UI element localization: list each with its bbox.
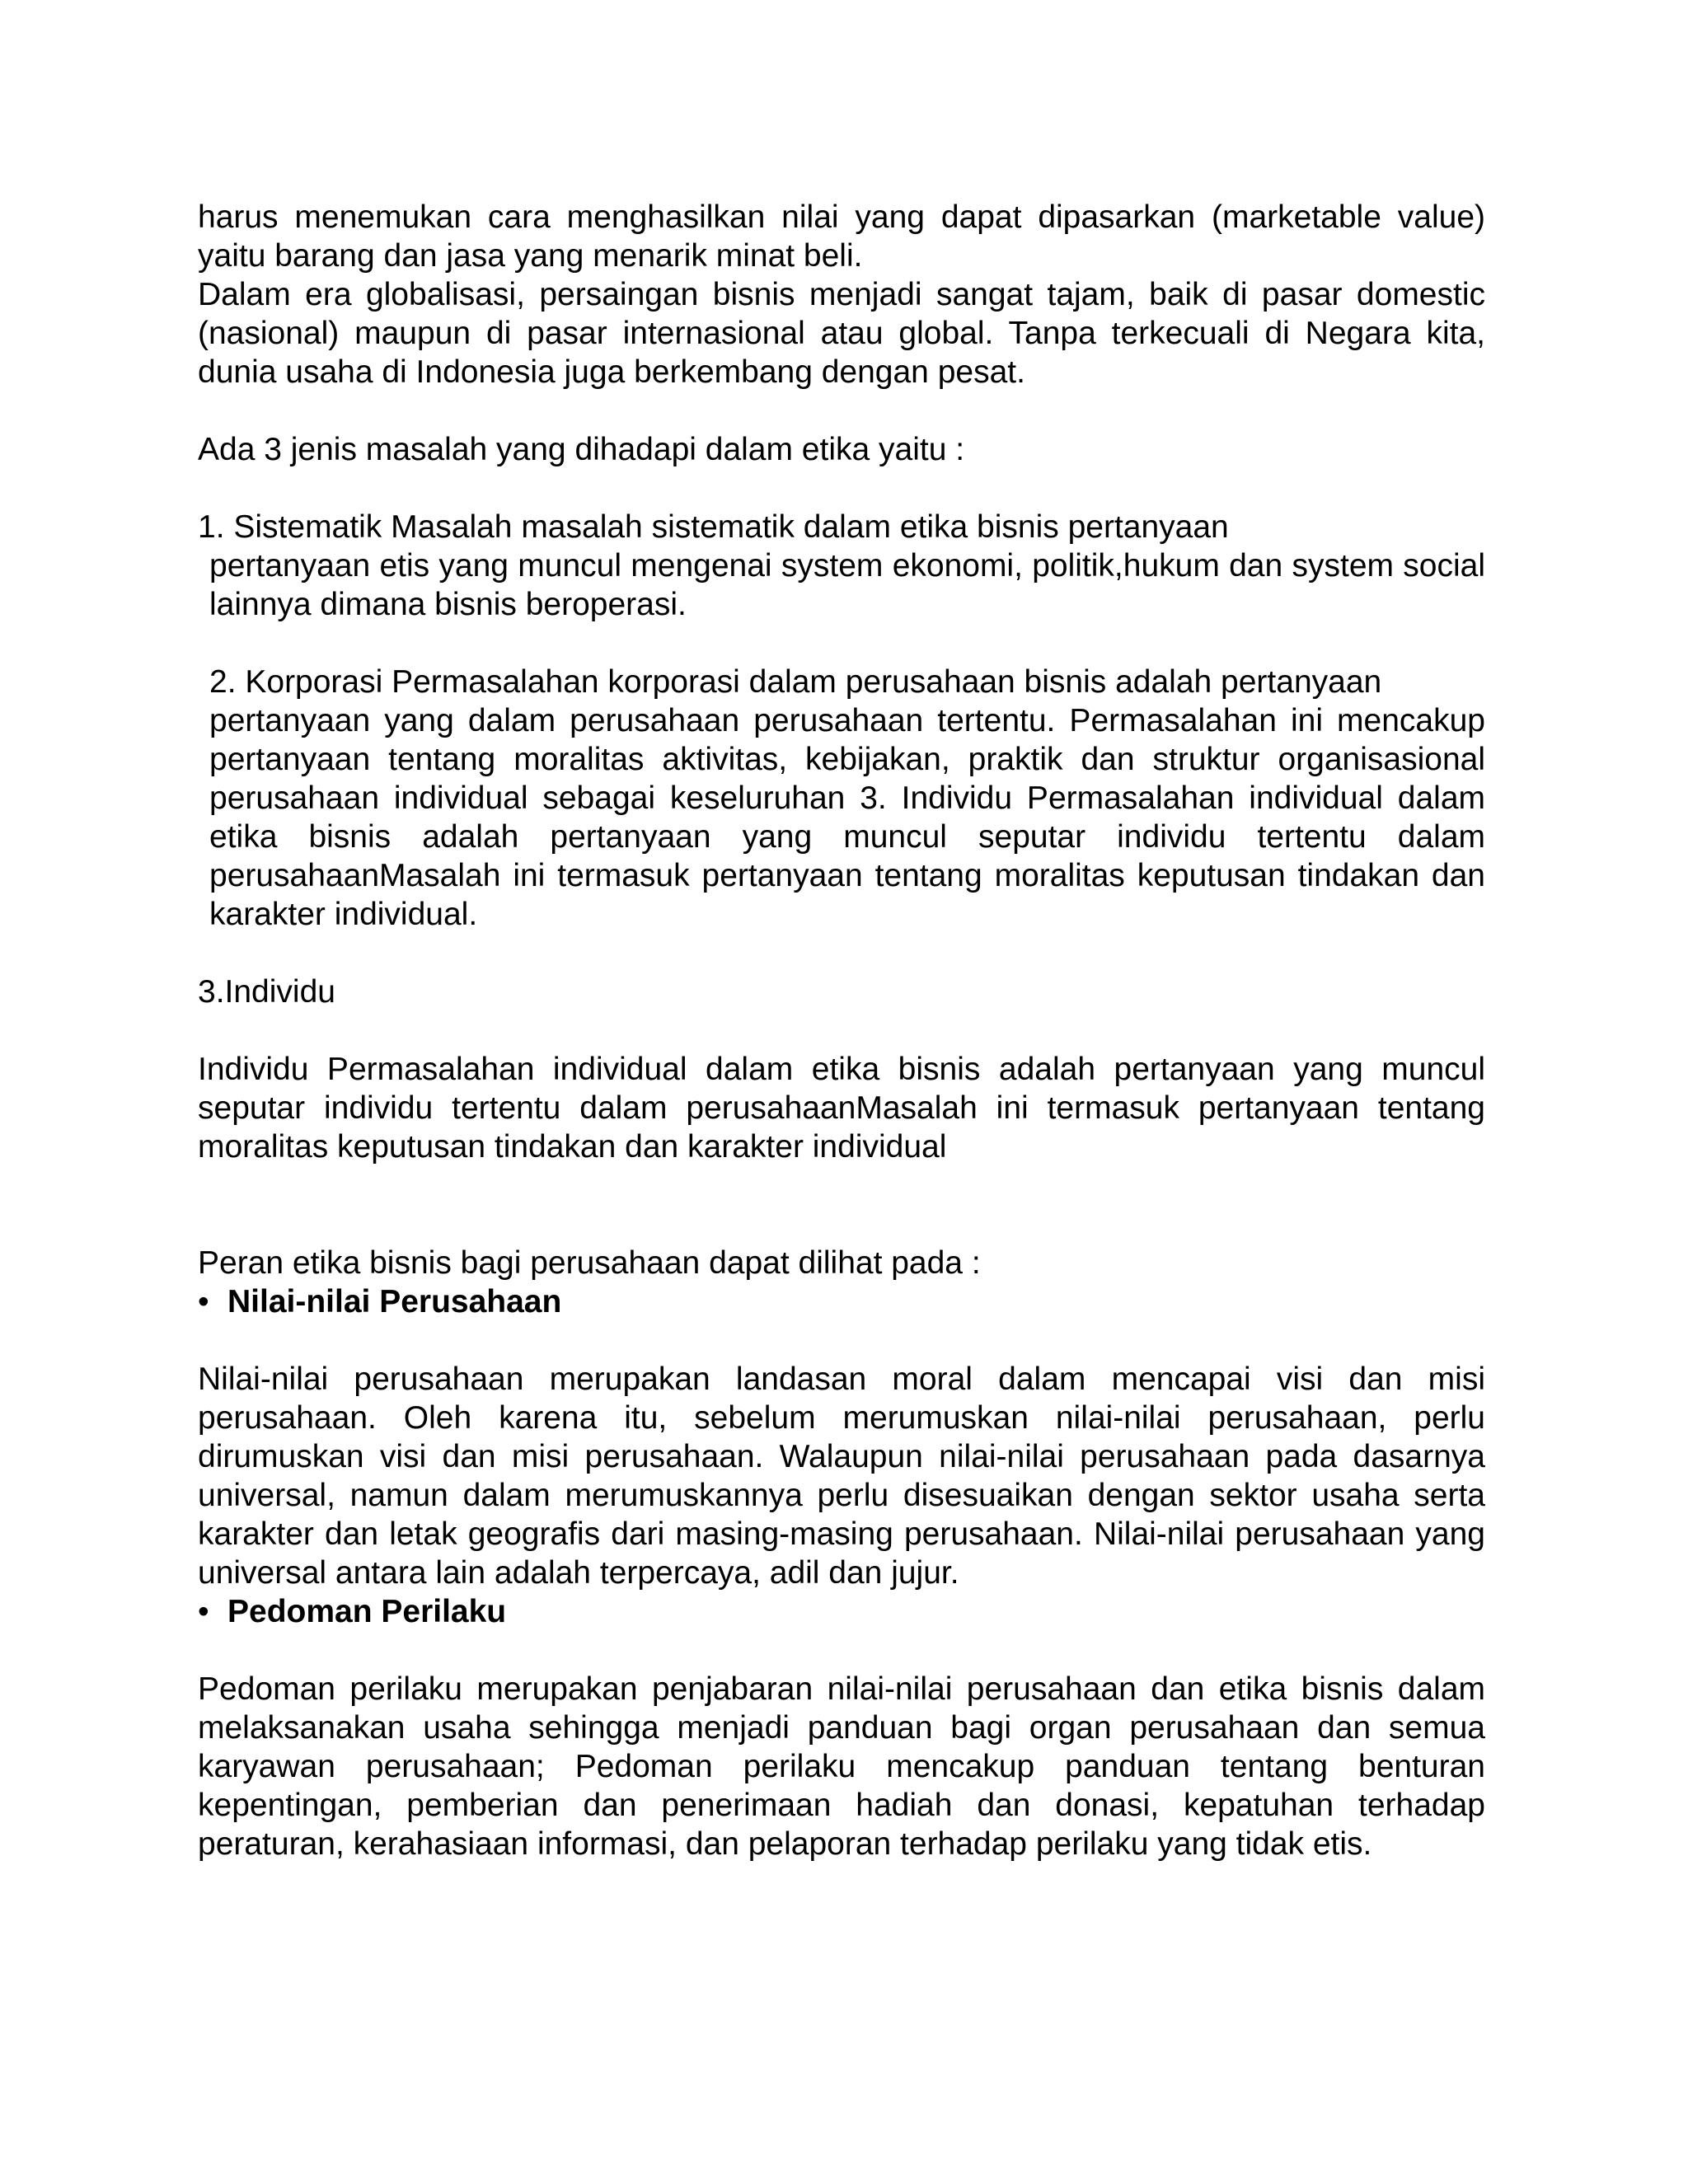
bullet-icon: •: [198, 1284, 209, 1319]
paragraph-pedoman: Pedoman perilaku merupakan penjabaran nilai-nilai perusahaan dan etika bisnis dalam melaksanakan usaha sehingga menjadi panduan bagi organ perusahaan dan semua karyawan perusahaan; Pedoman perilaku mencakup panduan tentang benturan kepentingan, pemberian dan penerimaan hadiah dan donasi, kepatuhan terhadap peraturan, kerahasiaan informasi, dan pelaporan terhadap perilaku yang tidak etis.: [198, 1671, 1485, 1862]
list-item-sistematik: [198, 508, 1485, 624]
section-heading-pedoman-text: Pedoman Perilaku: [227, 1594, 507, 1629]
list-item-individu-heading: 3.Individu: [198, 974, 335, 1010]
paragraph-globalisasi: Dalam era globalisasi, persaingan bisnis menjadi sangat tajam, baik di pasar domestic (nasional) maupun di pasar internasional atau global. Tanpa terkecuali di Negara kita, dunia usaha di Indonesia juga berkembang dengan pesat.: [198, 277, 1485, 390]
list-item-korporasi-heading: 2. Korporasi Permasalahan korporasi dalam perusahaan bisnis adalah pertanyaan: [209, 664, 1382, 700]
paragraph-individu: Individu Permasalahan individual dalam etika bisnis adalah pertanyaan yang muncul seputar individu tertentu dalam perusahaanMasalah ini termasuk pertanyaan tentang moralitas keputusan tindakan dan karakter individual: [198, 1052, 1485, 1165]
list-item-sistematik-heading: 1. Sistematik Masalah masalah sistematik dalam etika bisnis pertanyaan: [198, 509, 1229, 545]
section-heading-nilai: [198, 1282, 1485, 1321]
list-item-korporasi: [198, 663, 1485, 934]
bullet-icon: •: [198, 1594, 209, 1629]
document-page: [198, 198, 1485, 1863]
paragraph-peran-etika: Peran etika bisnis bagi perusahaan dapat dilihat pada :: [198, 1245, 981, 1281]
list-item-korporasi-body: pertanyaan yang dalam perusahaan perusahaan tertentu. Permasalahan ini mencakup pertanyaan tentang moralitas aktivitas, kebijakan, praktik dan struktur organisasional perusahaan individual sebagai keseluruhan 3. Individu Permasalahan individual dalam etika bisnis adalah pertanyaan yang muncul seputar individu tertentu dalam perusahaanMasalah ini termasuk pertanyaan tentang moralitas keputusan tindakan dan karakter individual.: [209, 703, 1485, 932]
paragraph-intro: harus menemukan cara menghasilkan nilai yang dapat dipasarkan (marketable value) yaitu barang dan jasa yang menarik minat beli.: [198, 199, 1485, 274]
section-heading-pedoman: [198, 1592, 1485, 1631]
section-heading-nilai-text: Nilai-nilai Perusahaan: [227, 1284, 562, 1319]
list-item-sistematik-body: pertanyaan etis yang muncul mengenai system ekonomi, politik,hukum dan system social lainnya dimana bisnis beroperasi.: [209, 548, 1485, 622]
paragraph-nilai: Nilai-nilai perusahaan merupakan landasan moral dalam mencapai visi dan misi perusahaan. Oleh karena itu, sebelum merumuskan nilai-nilai perusahaan, perlu dirumuskan visi dan misi perusahaan. Walaupun nilai-nilai perusahaan pada dasarnya universal, namun dalam merumuskannya perlu disesuaikan dengan sektor usaha serta karakter dan letak geografis dari masing-masing perusahaan. Nilai-nilai perusahaan yang universal antara lain adalah terpercaya, adil dan jujur.: [198, 1361, 1485, 1591]
paragraph-masalah-intro: Ada 3 jenis masalah yang dihadapi dalam etika yaitu :: [198, 432, 965, 467]
